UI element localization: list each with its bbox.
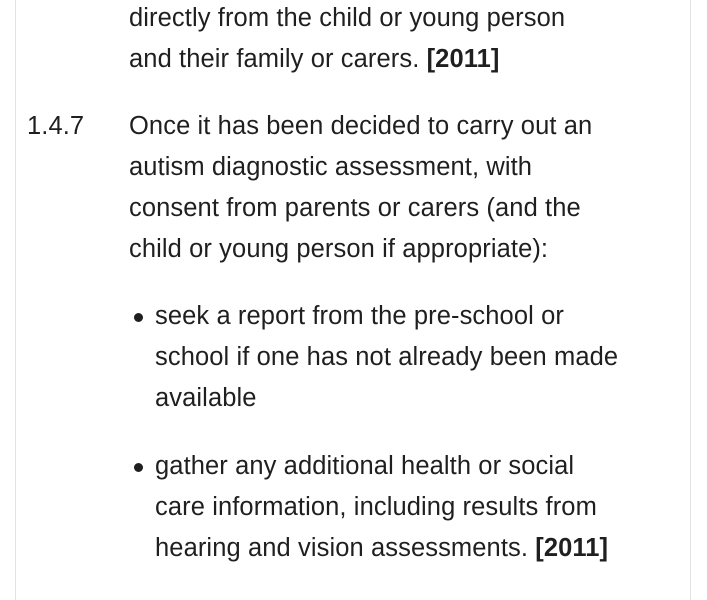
list-item-text (155, 446, 665, 569)
list-item-line: available (155, 384, 257, 412)
list-item-line: seek a report from the pre-school or (155, 302, 564, 330)
continuation-line: and their family or carers. [2011] (129, 45, 500, 73)
continuation-line: directly from the child or young person (129, 4, 566, 32)
bullet-icon (134, 313, 143, 322)
list-item-line: gather any additional health or social (155, 452, 575, 480)
recommendation-line: Once it has been decided to carry out an (129, 112, 593, 140)
recommendation-line: consent from parents or carers (and the (129, 194, 581, 222)
previous-recommendation-continuation (129, 0, 669, 80)
bullet-icon (134, 463, 143, 472)
recommendation-line: autism diagnostic assessment, with (129, 153, 533, 181)
list-item-line: care information, including results from (155, 493, 597, 521)
recommendation-line: child or young person if appropriate): (129, 235, 549, 263)
year-tag: [2011] (535, 534, 609, 562)
recommendation-number: 1.4.7 (27, 112, 85, 140)
list-item-line: hearing and vision assessments. [2011] (155, 534, 609, 562)
recommendation-text (129, 106, 669, 270)
year-tag: [2011] (426, 45, 500, 73)
list-item-line: school if one has not already been made (155, 343, 619, 371)
list-item-text (155, 296, 665, 419)
